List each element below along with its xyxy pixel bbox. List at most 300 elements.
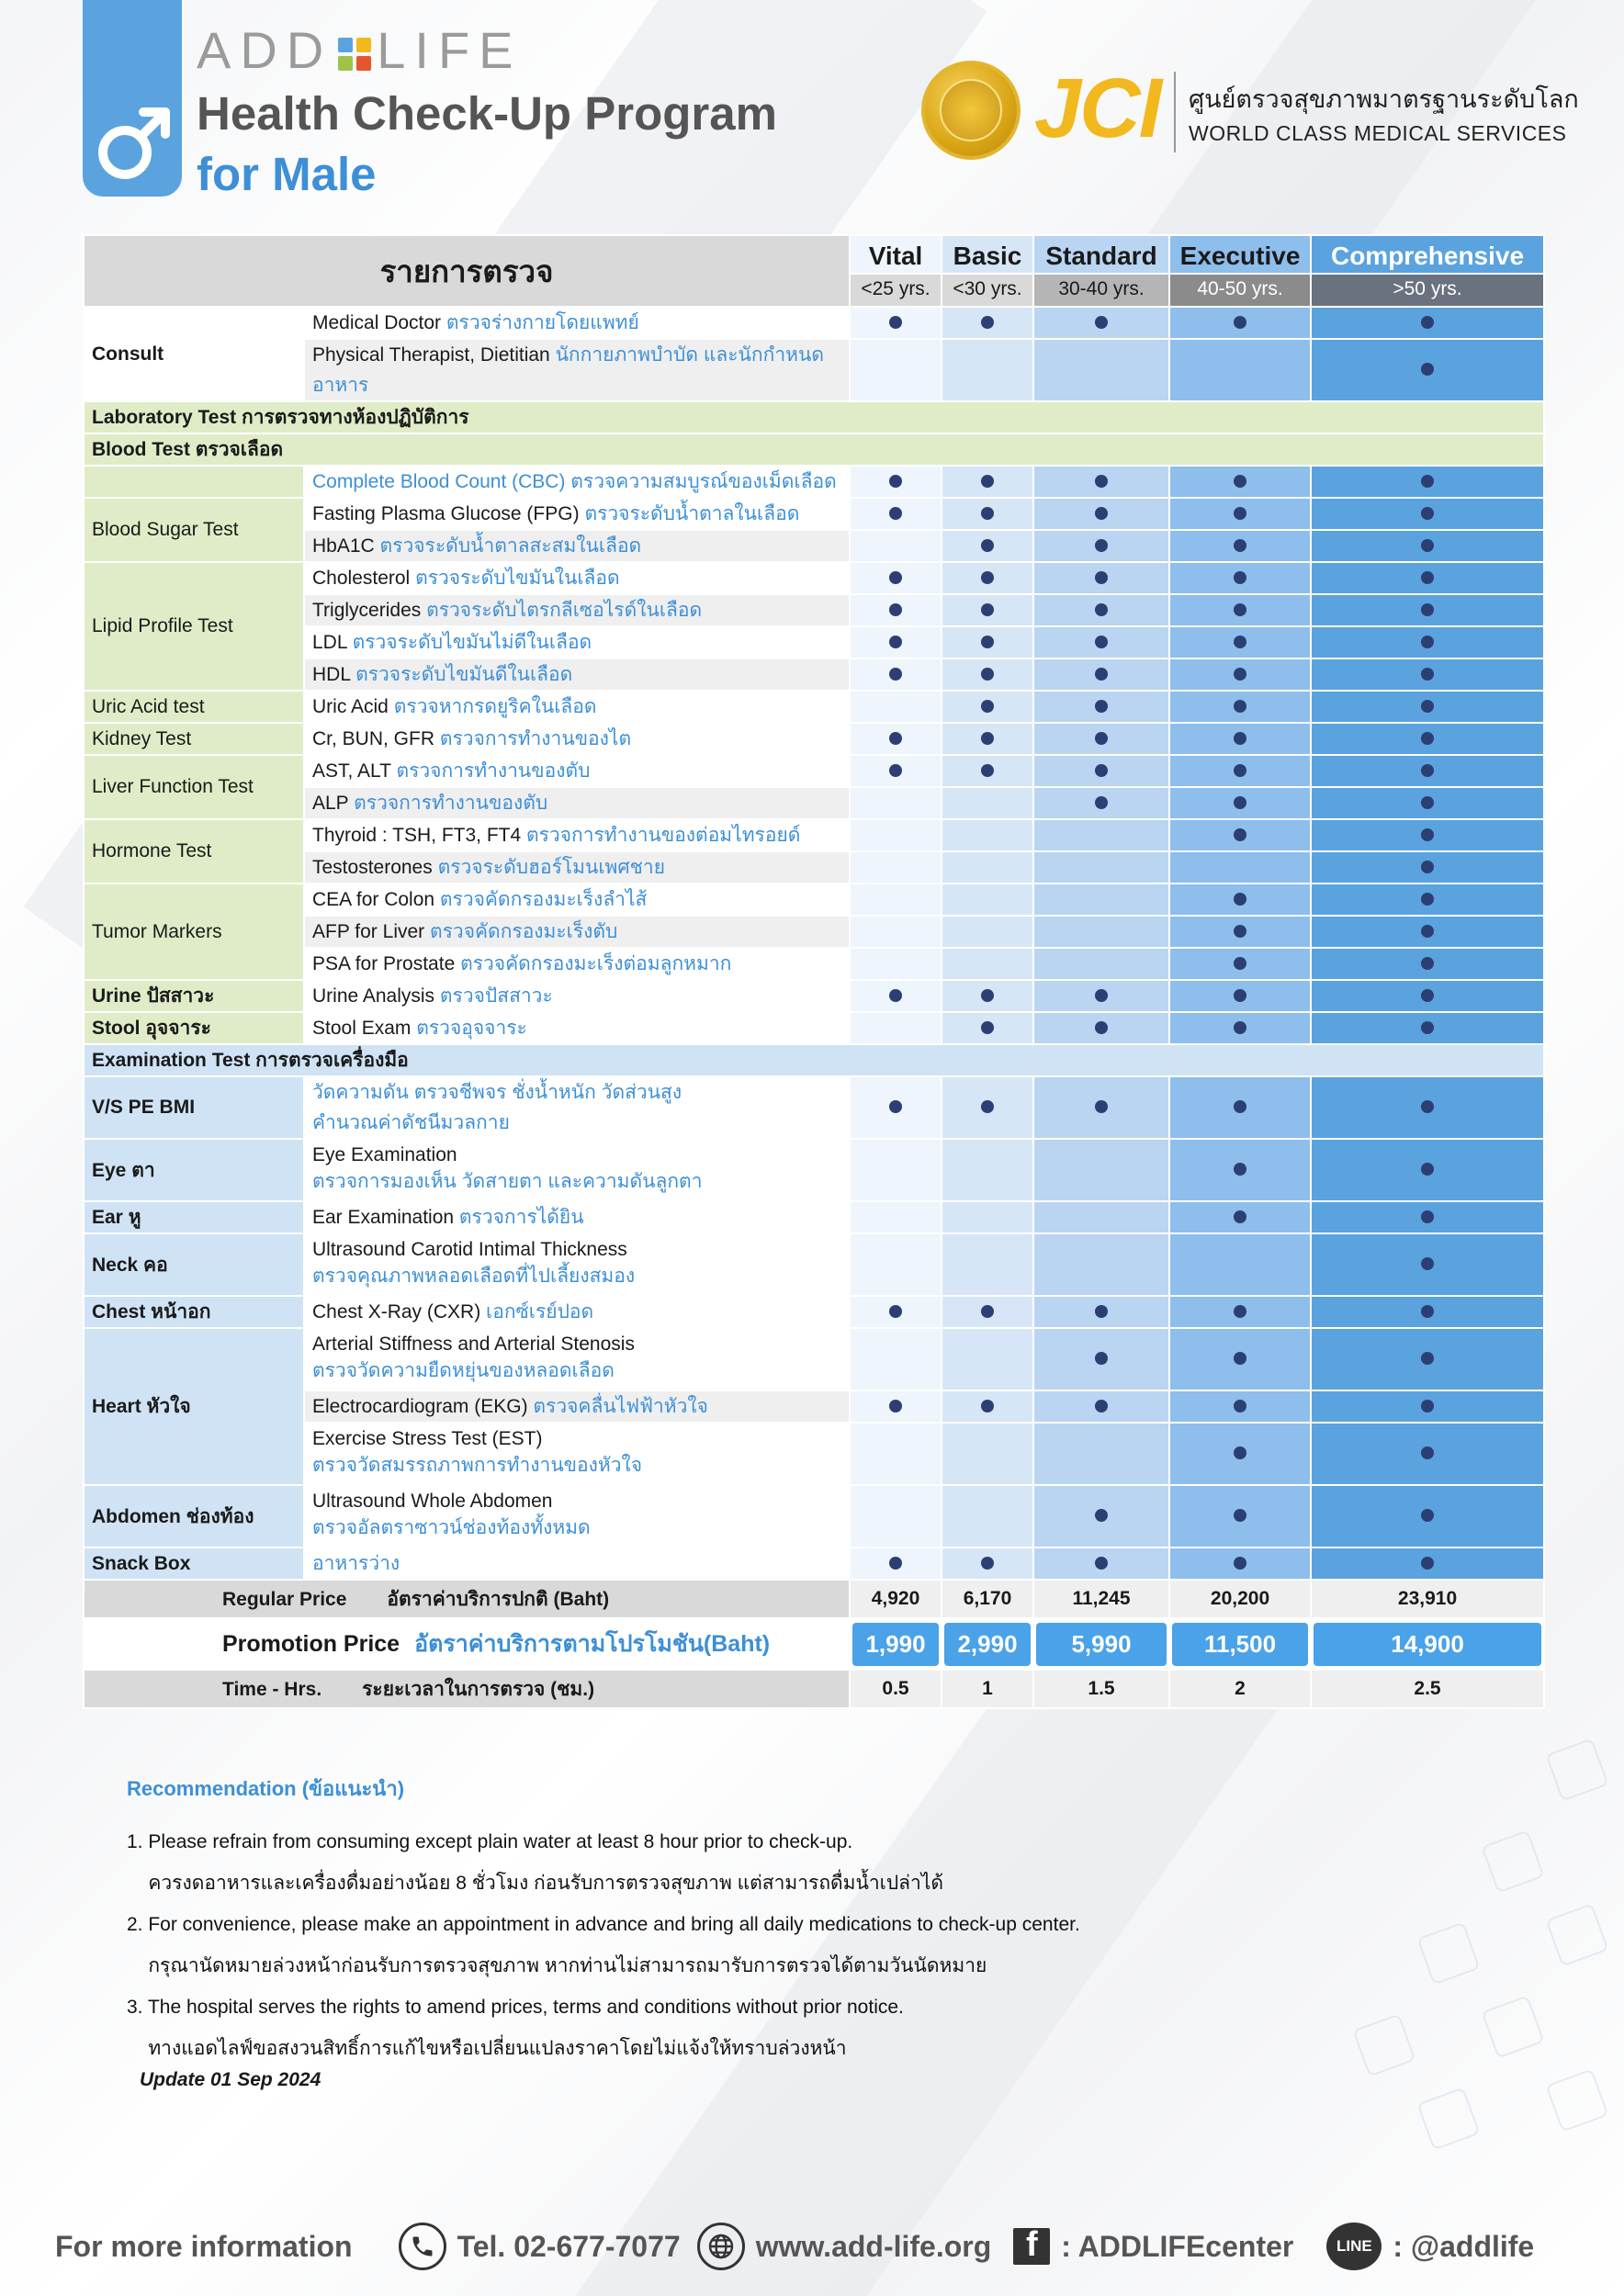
mark-cell-executive [1169,755,1311,787]
package-name-basic: Basic [942,235,1033,274]
test-item-en: CEA for Colon [312,889,435,910]
test-item-th: ตรวจคลื่นไฟฟ้าหัวใจ [533,1396,708,1417]
test-item [304,851,850,884]
test-item-th: ตรวจหากรดยูริคในเลือด [393,696,597,717]
test-item-en: ALP [312,793,349,814]
included-dot-icon [1421,668,1434,681]
mark-cell-executive [1169,884,1311,916]
mark-cell-executive [1169,1076,1311,1139]
included-dot-icon [1234,1557,1246,1570]
mark-cell-vital [850,530,942,562]
mark-cell-vital [850,594,942,626]
mark-cell-executive [1169,1139,1311,1201]
test-item [304,498,850,530]
promo-price-value: 14,900 [1314,1623,1541,1666]
mark-cell-comprehensive [1311,723,1544,755]
table-row [84,1076,1544,1139]
test-item-th: ตรวจวัดความยืดหยุ่นของหลอดเลือด [312,1359,615,1381]
mark-cell-standard [1033,658,1169,691]
mark-cell-comprehensive [1311,1423,1544,1485]
promotion-price-row-value [850,1618,942,1670]
test-item-th: ตรวจระดับไตรกลีเซอไรด์ในเลือด [426,600,703,621]
recommendation [127,1773,1080,2091]
promo-price-value: 11,500 [1172,1623,1308,1666]
test-item-en: Physical Therapist, Dietitian [312,344,550,366]
included-dot-icon [1421,1210,1434,1223]
mark-cell-standard [1033,562,1169,594]
mark-cell-comprehensive [1311,466,1544,498]
test-item-en: Testosterones [312,857,433,878]
included-dot-icon [1421,764,1434,777]
mark-cell-basic [942,1233,1033,1296]
included-dot-icon [981,507,994,520]
mark-cell-vital [850,1201,942,1233]
time-row-label [84,1670,850,1708]
included-dot-icon [1234,507,1246,520]
test-item-en: Electrocardiogram (EKG) [312,1396,528,1417]
included-dot-icon [981,1557,994,1570]
test-item-en: Cholesterol [312,568,411,589]
included-dot-icon [1421,1400,1434,1412]
included-dot-icon [1421,507,1434,520]
section-label: Examination Test การตรวจเครื่องมือ [84,1044,1544,1076]
mark-cell-standard [1033,980,1169,1012]
included-dot-icon [1234,925,1246,938]
recommendation-line: 3. The hospital serves the rights to amend prices, terms and conditions without prior notice. [127,1997,904,2018]
test-item [304,1012,850,1044]
mark-cell-basic [942,980,1033,1012]
mark-cell-basic [942,819,1033,851]
table-row [84,1296,1544,1328]
test-item-en: Urine Analysis [312,985,435,1007]
section-row [84,1044,1544,1076]
included-dot-icon [1234,1210,1246,1223]
mark-cell-executive [1169,851,1311,884]
package-age: >50 yrs. [1311,274,1544,307]
test-item-th: ตรวจการได้ยิน [458,1207,584,1228]
category-label: Tumor Markers [84,884,304,980]
mark-cell-vital [850,691,942,723]
table-row [84,1139,1544,1201]
mark-cell-standard [1033,948,1169,980]
test-item [304,755,850,787]
included-dot-icon [1095,539,1108,552]
mark-cell-basic [942,1296,1033,1328]
mark-cell-standard [1033,530,1169,562]
test-item-th: ตรวจร่างกายโดยแพทย์ [445,312,639,333]
test-item-th: ตรวจระดับไขมันดีในเลือด [355,664,573,685]
section-row [84,433,1544,466]
test-item-th: ตรวจวัดสมรรถภาพการทำงานของหัวใจ [312,1454,643,1476]
included-dot-icon [1234,1446,1246,1459]
mark-cell-vital [850,980,942,1012]
regular-price-row-value: 11,245 [1033,1580,1169,1618]
mark-cell-executive [1169,307,1311,339]
mark-cell-executive [1169,626,1311,658]
mark-cell-basic [942,1548,1033,1580]
included-dot-icon [889,1400,902,1412]
included-dot-icon [889,507,902,520]
mark-cell-standard [1033,884,1169,916]
included-dot-icon [1421,828,1434,841]
test-item-th: ตรวจการทำงานของตับ [354,793,548,814]
mark-cell-comprehensive [1311,1485,1544,1548]
test-item-en: Uric Acid [312,696,389,717]
included-dot-icon [889,316,902,329]
test-item [304,658,850,691]
mark-cell-standard [1033,1076,1169,1139]
regular-price-row-label-th: อัตราค่าบริการปกติ (Baht) [387,1588,610,1610]
included-dot-icon [1234,1352,1246,1365]
included-dot-icon [889,732,902,745]
package-age: <30 yrs. [942,274,1033,307]
included-dot-icon [1234,475,1246,488]
test-item-en: Eye Examination [312,1143,457,1165]
mark-cell-comprehensive [1311,755,1544,787]
jci-logo: JCI [1034,62,1161,155]
mark-cell-basic [942,1390,1033,1423]
test-item-en: Triglycerides [312,600,422,621]
mark-cell-comprehensive [1311,1296,1544,1328]
section-label: Blood Test ตรวจเลือด [84,433,1544,466]
test-item-en: Stool Exam [312,1018,412,1039]
mark-cell-executive [1169,1296,1311,1328]
included-dot-icon [889,1100,902,1113]
test-item-en: Arterial Stiffness and Arterial Stenosis [312,1333,635,1355]
test-item-en: Chest X-Ray (CXR) [312,1301,481,1322]
mark-cell-basic [942,787,1033,819]
included-dot-icon [1095,571,1108,584]
promotion-price-row-value [1311,1618,1544,1670]
mark-cell-basic [942,339,1033,401]
time-row-label-th: ระยะเวลาในการตรวจ (ชม.) [362,1678,595,1700]
included-dot-icon [1234,571,1246,584]
table-row [84,723,1544,755]
mark-cell-vital [850,884,942,916]
category-label [84,466,304,498]
included-dot-icon [981,764,994,777]
promotion-price-row [84,1618,1544,1670]
test-item-th: ตรวจการทำงานของตับ [396,760,591,782]
mark-cell-comprehensive [1311,819,1544,851]
included-dot-icon [889,989,902,1002]
test-item [304,948,850,980]
test-item-en: Ear Examination [312,1207,455,1228]
mark-cell-standard [1033,691,1169,723]
test-item-th: ตรวจการทำงานของไต [439,728,632,749]
mark-cell-vital [850,1139,942,1201]
time-row-value: 2.5 [1311,1670,1544,1708]
jci-english-text: WORLD CLASS MEDICAL SERVICES [1189,121,1567,145]
mark-cell-comprehensive [1311,884,1544,916]
mark-cell-comprehensive [1311,691,1544,723]
mark-cell-vital [850,948,942,980]
test-item-th: อาหารว่าง [312,1553,400,1574]
promo-price-value: 1,990 [852,1623,939,1666]
table-row [84,1548,1544,1580]
mark-cell-vital [850,851,942,884]
included-dot-icon [981,1021,994,1034]
included-dot-icon [981,1305,994,1318]
package-age: 30-40 yrs. [1033,274,1169,307]
mark-cell-basic [942,1485,1033,1548]
promotion-price-row-label-en: Promotion Price [222,1631,400,1657]
promotion-price-row-label [84,1618,850,1670]
category-label: Chest หน้าอก [84,1296,304,1328]
mark-cell-standard [1033,1296,1169,1328]
mark-cell-executive [1169,594,1311,626]
regular-price-row-label [84,1580,850,1618]
mark-cell-executive [1169,723,1311,755]
time-row [84,1670,1544,1708]
mark-cell-vital [850,787,942,819]
mark-cell-standard [1033,594,1169,626]
test-item [304,1485,850,1548]
category-label: Lipid Profile Test [84,562,304,691]
test-item-en: Fasting Plasma Glucose (FPG) [312,503,580,524]
table-row [84,980,1544,1012]
mark-cell-vital [850,755,942,787]
regular-price-row-value: 20,200 [1169,1580,1311,1618]
mark-cell-executive [1169,658,1311,691]
mark-cell-vital [850,723,942,755]
table-row [84,1233,1544,1296]
mark-cell-comprehensive [1311,307,1544,339]
mark-cell-basic [942,884,1033,916]
included-dot-icon [1421,571,1434,584]
mark-cell-basic [942,562,1033,594]
included-dot-icon [1421,732,1434,745]
included-dot-icon [1095,796,1108,809]
test-item-th: ตรวจคัดกรองมะเร็งต่อมลูกหมาก [460,953,732,974]
table-row [84,307,1544,339]
promotion-price-row-label-th: อัตราค่าบริการตามโปรโมชัน(Baht) [414,1631,771,1657]
mark-cell-executive [1169,691,1311,723]
brand-left: ADD [197,21,333,79]
mark-cell-vital [850,307,942,339]
test-item-en: Ultrasound Carotid Intimal Thickness [312,1238,627,1260]
mark-cell-standard [1033,916,1169,948]
test-item [304,1076,850,1139]
mark-cell-basic [942,1328,1033,1390]
mark-cell-comprehensive [1311,626,1544,658]
test-item-th: ตรวจระดับน้ำตาลสะสมในเลือด [379,535,642,557]
mark-cell-comprehensive [1311,1012,1544,1044]
included-dot-icon [1234,1100,1246,1113]
mark-cell-basic [942,594,1033,626]
test-item-th: ตรวจระดับน้ำตาลในเลือด [584,503,800,524]
test-item [304,594,850,626]
test-item-th: เอกซ์เรย์ปอด [486,1301,594,1322]
mark-cell-standard [1033,1548,1169,1580]
regular-price-row-label-en: Regular Price [222,1588,347,1610]
included-dot-icon [981,700,994,713]
package-table [83,234,1545,1709]
footer-phone[interactable]: Tel. 02-677-7077 [457,2229,681,2263]
mark-cell-executive [1169,1201,1311,1233]
test-item [304,530,850,562]
mark-cell-comprehensive [1311,948,1544,980]
table-row [84,1328,1544,1390]
test-item-th: ตรวจระดับไขมันไม่ดีในเลือด [352,632,592,653]
included-dot-icon [889,668,902,681]
included-dot-icon [1421,1100,1434,1113]
mark-cell-standard [1033,1233,1169,1296]
included-dot-icon [981,571,994,584]
included-dot-icon [1095,1400,1108,1412]
included-dot-icon [981,1400,994,1412]
included-dot-icon [1421,1509,1434,1522]
category-label: Ear หู [84,1201,304,1233]
mark-cell-basic [942,658,1033,691]
mark-cell-vital [850,1423,942,1485]
mark-cell-comprehensive [1311,530,1544,562]
male-symbol-icon [92,101,176,186]
section-row [84,401,1544,433]
mark-cell-vital [850,1296,942,1328]
footer-line[interactable]: : @addlife [1393,2229,1535,2263]
test-item [304,1390,850,1423]
included-dot-icon [981,1100,994,1113]
included-dot-icon [1421,700,1434,713]
table-row [84,691,1544,723]
test-item [304,1139,850,1201]
included-dot-icon [1095,1021,1108,1034]
included-dot-icon [981,539,994,552]
test-item [304,916,850,948]
mark-cell-standard [1033,498,1169,530]
test-item-th: นักกายภาพบำบัด และนักกำหนดอาหาร [312,344,824,396]
included-dot-icon [1234,1305,1246,1318]
table-row [84,1485,1544,1548]
test-item [304,723,850,755]
mark-cell-executive [1169,1423,1311,1485]
included-dot-icon [981,316,994,329]
test-item [304,1423,850,1485]
included-dot-icon [1234,1400,1246,1412]
category-label: Stool อุจจาระ [84,1012,304,1044]
mark-cell-vital [850,498,942,530]
included-dot-icon [1421,796,1434,809]
time-row-value: 1 [942,1670,1033,1708]
included-dot-icon [1234,796,1246,809]
brand-dots-icon [338,38,371,71]
package-name-executive: Executive [1169,235,1311,274]
mark-cell-comprehensive [1311,851,1544,884]
test-item-th: ตรวจระดับฮอร์โมนเพศชาย [437,857,666,878]
category-label: Uric Acid test [84,691,304,723]
footer [55,2223,1580,2270]
recommendation-line: ควรงดอาหารและเครื่องดื่มอย่างน้อย 8 ชั่วโมง ก่อนรับการตรวจสุขภาพ แต่สามารถดื่มน้ำเปล่าได้ [127,1873,944,1894]
category-label: Blood Sugar Test [84,498,304,562]
mark-cell-basic [942,1012,1033,1044]
mark-cell-executive [1169,1233,1311,1296]
mark-cell-vital [850,626,942,658]
included-dot-icon [889,1305,902,1318]
time-row-label-en: Time - Hrs. [222,1678,322,1700]
mark-cell-standard [1033,339,1169,401]
test-item-th: ตรวจคัดกรองมะเร็งตับ [430,921,618,942]
table-row [84,884,1544,916]
test-item-th: วัดความดัน ตรวจชีพจร ชั่งน้ำหนัก วัดส่วนสูง [312,1082,682,1103]
recommendation-line: กรุณานัดหมายล่วงหน้าก่อนรับการตรวจสุขภาพ หากท่านไม่สามารถมารับการตรวจได้ตามวันนัดหมาย [127,1955,987,1976]
update-date: Update 01 Sep 2024 [140,2069,321,2090]
mark-cell-executive [1169,1485,1311,1548]
included-dot-icon [1095,475,1108,488]
included-dot-icon [889,603,902,616]
mark-cell-vital [850,339,942,401]
mark-cell-comprehensive [1311,980,1544,1012]
test-item-th: ตรวจการมองเห็น วัดสายตา และความดันลูกตา [312,1170,703,1192]
mark-cell-executive [1169,948,1311,980]
brand-logo [197,20,523,80]
footer-website[interactable]: www.add-life.org [755,2229,992,2263]
table-row [84,498,1544,530]
table-row [84,755,1544,787]
mark-cell-executive [1169,339,1311,401]
included-dot-icon [1234,668,1246,681]
category-label: Urine ปัสสาวะ [84,980,304,1012]
included-dot-icon [1421,1557,1434,1570]
test-item-th: Complete Blood Count (CBC) ตรวจความสมบูรณ์ของเม็ดเลือด [312,471,837,492]
mark-cell-executive [1169,562,1311,594]
footer-facebook[interactable]: : ADDLIFEcenter [1061,2229,1294,2263]
mark-cell-comprehensive [1311,1139,1544,1201]
included-dot-icon [1421,893,1434,906]
included-dot-icon [1234,989,1246,1002]
mark-cell-standard [1033,1423,1169,1485]
included-dot-icon [1421,539,1434,552]
mark-cell-vital [850,1233,942,1296]
test-item-th: ตรวจการทำงานของต่อมไทรอยด์ [526,825,801,846]
mark-cell-comprehensive [1311,1201,1544,1233]
included-dot-icon [1421,861,1434,873]
test-item-th: ตรวจปัสสาวะ [439,985,553,1007]
recommendation-list [127,1821,1080,2069]
test-item [304,562,850,594]
mark-cell-executive [1169,980,1311,1012]
mark-cell-basic [942,691,1033,723]
mark-cell-standard [1033,1485,1169,1548]
included-dot-icon [1421,603,1434,616]
test-item [304,307,850,339]
mark-cell-comprehensive [1311,658,1544,691]
included-dot-icon [981,603,994,616]
recommendation-line: 1. Please refrain from consuming except plain water at least 8 hour prior to check-up. [127,1831,853,1852]
included-dot-icon [1421,363,1434,376]
table-row [84,1201,1544,1233]
category-label: Consult [84,307,304,401]
facebook-icon: f [1013,2228,1050,2265]
package-age: 40-50 yrs. [1169,274,1311,307]
test-item-en: AST, ALT [312,760,391,782]
package-age: <25 yrs. [850,274,942,307]
mark-cell-comprehensive [1311,1548,1544,1580]
recommendation-title: Recommendation (ข้อแนะนำ) [127,1777,405,1800]
included-dot-icon [1095,1100,1108,1113]
mark-cell-vital [850,658,942,691]
included-dot-icon [1421,957,1434,970]
mark-cell-basic [942,851,1033,884]
included-dot-icon [1234,957,1246,970]
included-dot-icon [1095,1305,1108,1318]
mark-cell-comprehensive [1311,1076,1544,1139]
test-item [304,787,850,819]
included-dot-icon [1234,316,1246,329]
mark-cell-vital [850,1076,942,1139]
brand-right: LIFE [377,21,523,79]
included-dot-icon [1234,1163,1246,1176]
